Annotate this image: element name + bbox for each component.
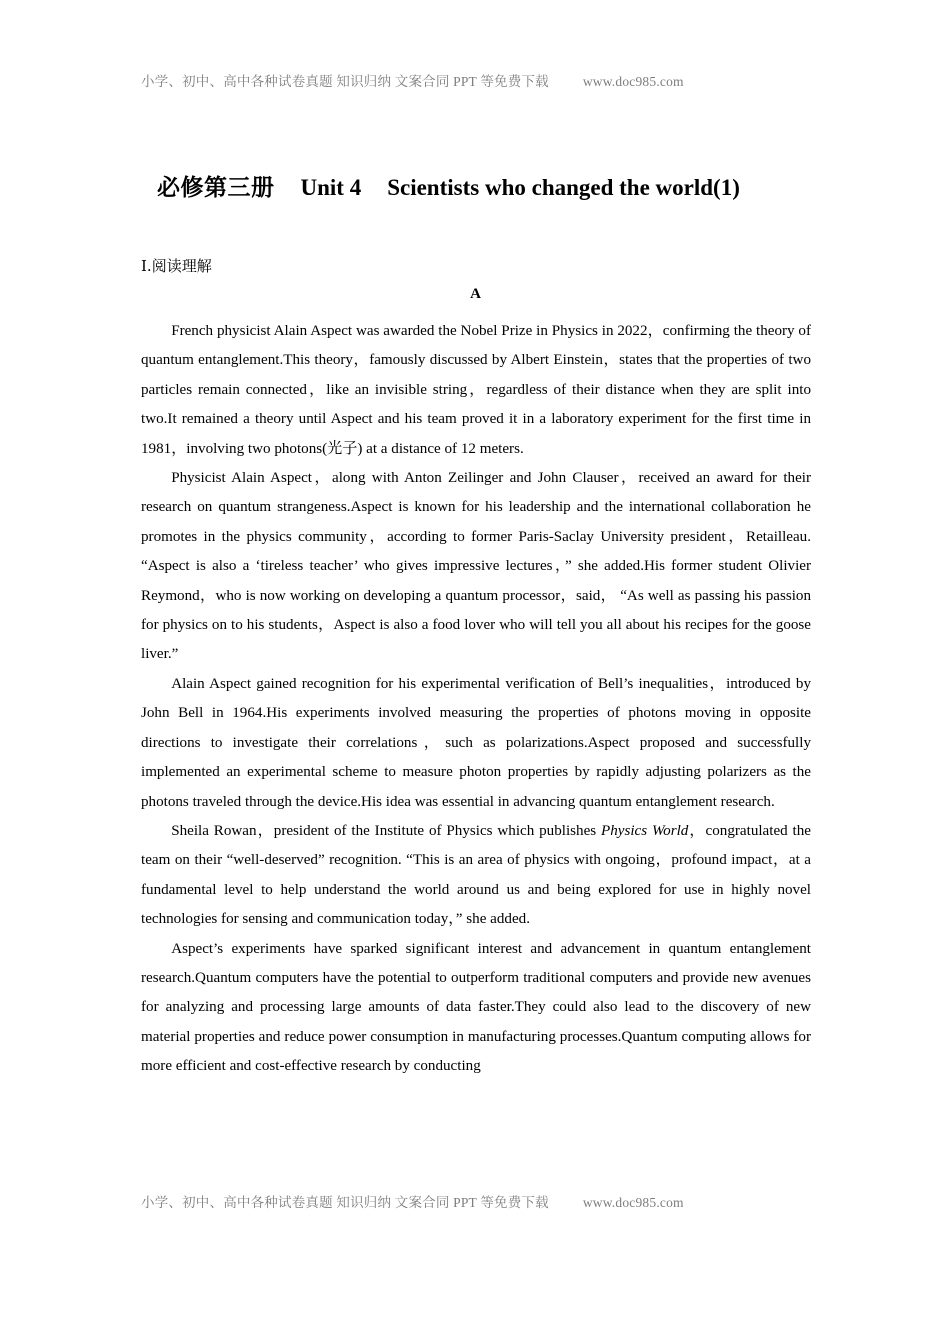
page-title bbox=[157, 174, 837, 203]
page-footer-url: www.doc985.com bbox=[582, 1195, 684, 1210]
page-footer bbox=[141, 1191, 810, 1211]
paragraph-with-citation bbox=[141, 817, 811, 935]
paragraph-text-before-title: Sheila Rowan，president of the Institute of Physics which publishes bbox=[171, 822, 601, 839]
paragraph-text-after-title: ，congratulated the team on their “well-deserved” recognition. “This is an area of physics with ongoing，profound impact，at a fundamental level to help understand the world around us and being explored for use in highly novel technologies for sensing and communication today，” she added. bbox=[141, 822, 811, 928]
paragraph: French physicist Alain Aspect was awarded the Nobel Prize in Physics in 2022，confirming the theory of quantum entanglement.This theory，famously discussed by Albert Einstein，states that the properties of two particles remain connected，like an invisible string，regardless of their distance when they are split into two.It remained a theory until Aspect and his team proved it in a laboratory experiment for the first time in 1981，involving two photons(光子) at a distance of 12 meters. bbox=[141, 323, 811, 457]
paragraph: Alain Aspect gained recognition for his experimental verification of Bell’s inequalities，introduced by John Bell in 1964.His experiments involved measuring the properties of photons moving in opposite directions to investigate their correlations，such as polarizations.Aspect proposed and successfully implemented an experimental scheme to measure photon properties by rapidly adjusting polarizers as the photons traveled through the device.His idea was essential in advancing quantum entanglement research. bbox=[141, 675, 811, 810]
page-header-url: www.doc985.com bbox=[582, 74, 684, 89]
title-topic: Scientists who changed the world(1) bbox=[387, 175, 740, 200]
paragraph: Physicist Alain Aspect，along with Anton Zeilinger and John Clauser，received an award for their research on quantum strangeness.Aspect is known for his leadership and the international collaboration he promotes in the physics community，according to former Paris-Saclay University president，Retailleau. “Aspect is also a ‘tireless teacher’ who gives impressive lectures，” she added.His former student Olivier Reymond，who is now working on developing a quantum processor，said， “As well as passing his passion for physics on to his students，Aspect is also a food lover who will tell you all about his recipes for the goose liver.” bbox=[141, 470, 811, 663]
passage-label: A bbox=[470, 286, 481, 302]
publication-title: Physics World bbox=[601, 822, 689, 839]
page-footer-text: 小学、初中、高中各种试卷真题 知识归纳 文案合同 PPT 等免费下载 bbox=[141, 1195, 549, 1210]
title-book: 必修第三册 bbox=[157, 174, 275, 201]
page-header bbox=[141, 70, 810, 90]
paragraph: Aspect’s experiments have sparked significant interest and advancement in quantum entanglement research.Quantum computers have the potential to outperform traditional computers and provide new avenues for analyzing and processing large amounts of data faster.They could also lead to the discovery of new material properties and reduce power consumption in manufacturing processes.Quantum computing allows for more efficient and cost-effective research by conducting bbox=[141, 940, 811, 1075]
title-unit: Unit 4 bbox=[300, 175, 362, 200]
page-header-text: 小学、初中、高中各种试卷真题 知识归纳 文案合同 PPT 等免费下载 bbox=[141, 74, 549, 89]
passage-body bbox=[141, 317, 811, 1082]
section-heading: Ⅰ.阅读理解 bbox=[141, 257, 212, 275]
